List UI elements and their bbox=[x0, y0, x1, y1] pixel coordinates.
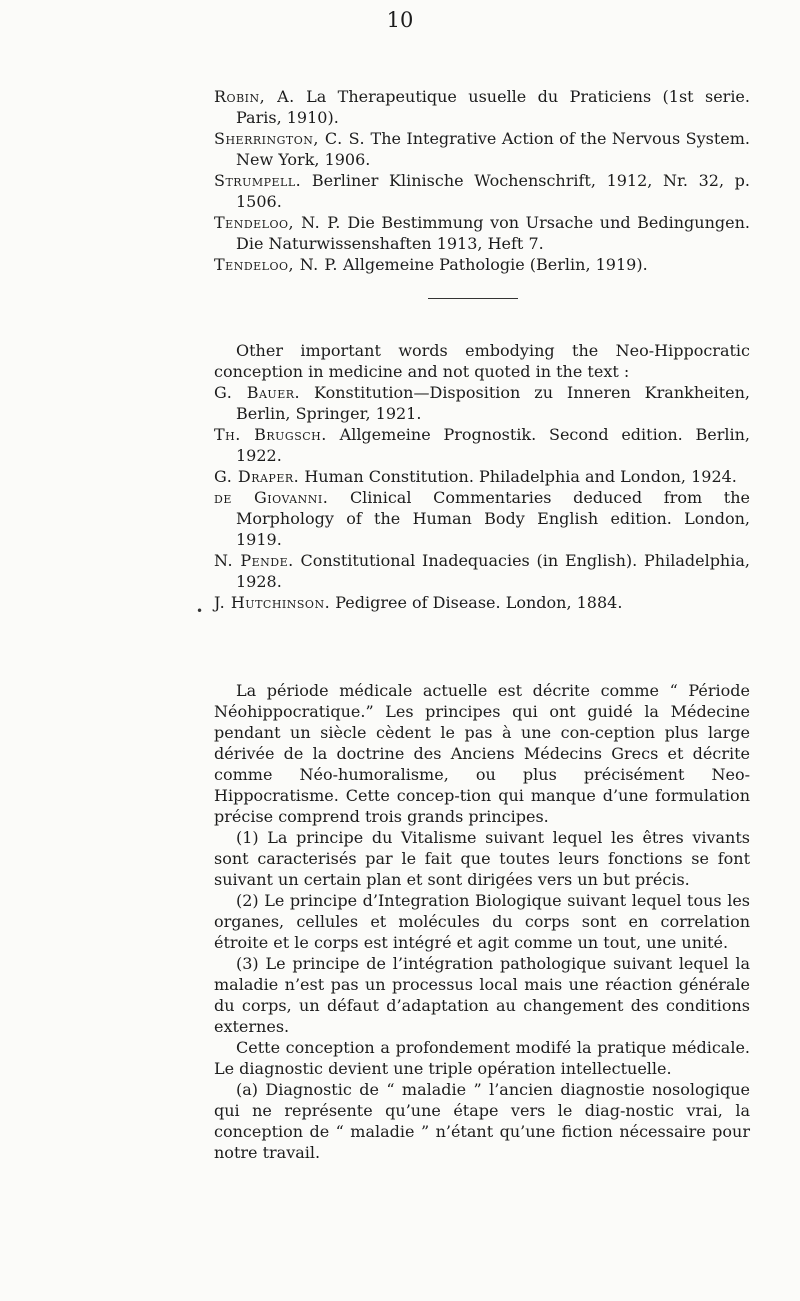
reference-author: Tendeloo, N. P. bbox=[214, 255, 338, 274]
reference-list-primary bbox=[214, 86, 750, 275]
reference-author: Robin, A. bbox=[214, 87, 295, 106]
margin-dot-mark: • bbox=[196, 604, 204, 618]
page-number: 10 bbox=[386, 8, 414, 32]
reference-author: G. Bauer. bbox=[214, 383, 301, 402]
reference-author: de Giovanni. bbox=[214, 488, 329, 507]
reference-text: Allgemeine Prognostik. Second edition. Berlin, 1922. bbox=[236, 425, 750, 465]
reference-author: Sherrington, C. S. bbox=[214, 129, 366, 148]
reference-entry bbox=[214, 170, 750, 212]
reference-author: Strumpell. bbox=[214, 171, 302, 190]
paragraph: La période médicale actuelle est décrite comme “ Période Néohippocratique.” Les principes qui ont guidé la Médecine pendant un siècle cèdent le pas à une con-ception plus large dérivée de la doctrine des Anciens Médecins Grecs et décrite comme Néo-humoralisme, ou plus précisément Neo-Hippocratisme. Cette concep-tion qui manque d’une formulation précise comprend trois grands principes. bbox=[214, 681, 750, 826]
reference-entry bbox=[214, 592, 750, 613]
body-text bbox=[214, 680, 750, 1163]
paragraph: (2) Le principe d’Integration Biologique suivant lequel tous les organes, cellules et molécules du corps sont en correlation étroite et le corps est intégré et agit comme un tout, une unité. bbox=[214, 891, 750, 952]
reference-entry bbox=[214, 212, 750, 254]
reference-text: Allgemeine Pathologie (Berlin, 1919). bbox=[343, 255, 648, 274]
reference-entry bbox=[214, 424, 750, 466]
reference-intro: Other important words embodying the Neo-Hippocratic conception in medicine and not quoted in the text : bbox=[214, 341, 750, 381]
paragraph: Cette conception a profondement modifé la pratique médicale. Le diagnostic devient une triple opération intellectuelle. bbox=[214, 1038, 750, 1078]
reference-author: Th. Brugsch. bbox=[214, 425, 327, 444]
reference-text: Pedigree of Disease. London, 1884. bbox=[335, 593, 623, 612]
reference-entry bbox=[214, 254, 750, 275]
reference-entry bbox=[214, 382, 750, 424]
reference-text: La Therapeutique usuelle du Praticiens (1st serie. Paris, 1910). bbox=[236, 87, 750, 127]
reference-text: Konstitution—Disposition zu Inneren Krankheiten, Berlin, Springer, 1921. bbox=[236, 383, 750, 423]
reference-text: The Integrative Action of the Nervous System. New York, 1906. bbox=[236, 129, 750, 169]
reference-author: G. Draper. bbox=[214, 467, 300, 486]
reference-author: Tendeloo, N. P. bbox=[214, 213, 341, 232]
reference-text: Die Bestimmung von Ursache und Bedingungen. Die Naturwissenshaften 1913, Heft 7. bbox=[236, 213, 750, 253]
reference-entry bbox=[214, 128, 750, 170]
paragraph: (1) La principe du Vitalisme suivant lequel les êtres vivants sont caracterisés par le fait que toutes leurs fonctions se font suivant un certain plan et sont dirigées vers un but précis. bbox=[214, 828, 750, 889]
reference-author: N. Pende. bbox=[214, 551, 294, 570]
reference-text: Human Constitution. Philadelphia and London, 1924. bbox=[304, 467, 737, 486]
paragraph: (3) Le principe de l’intégration pathologique suivant lequel la maladie n’est pas un processus local mais une réaction générale du corps, un défaut d’adaptation au changement des conditions externes. bbox=[214, 954, 750, 1036]
reference-text: Berliner Klinische Wochenschrift, 1912, Nr. 32, p. 1506. bbox=[236, 171, 750, 211]
section-divider bbox=[428, 298, 518, 299]
reference-entry bbox=[214, 86, 750, 128]
reference-author: J. Hutchinson. bbox=[214, 593, 331, 612]
reference-entry bbox=[214, 550, 750, 592]
paragraph: (a) Diagnostic de “ maladie ” l’ancien diagnostie nosologique qui ne représente qu’une étape vers le diag-nostic vrai, la conception de “ maladie ” n’étant qu’une fiction nécessaire pour notre travail. bbox=[214, 1080, 750, 1162]
reference-entry bbox=[214, 487, 750, 550]
reference-list-secondary bbox=[214, 340, 750, 613]
reference-text: Clinical Commentaries deduced from the Morphology of the Human Body English edition. London, 1919. bbox=[236, 488, 750, 549]
reference-text: Constitutional Inadequacies (in English). Philadelphia, 1928. bbox=[236, 551, 750, 591]
reference-entry bbox=[214, 466, 750, 487]
